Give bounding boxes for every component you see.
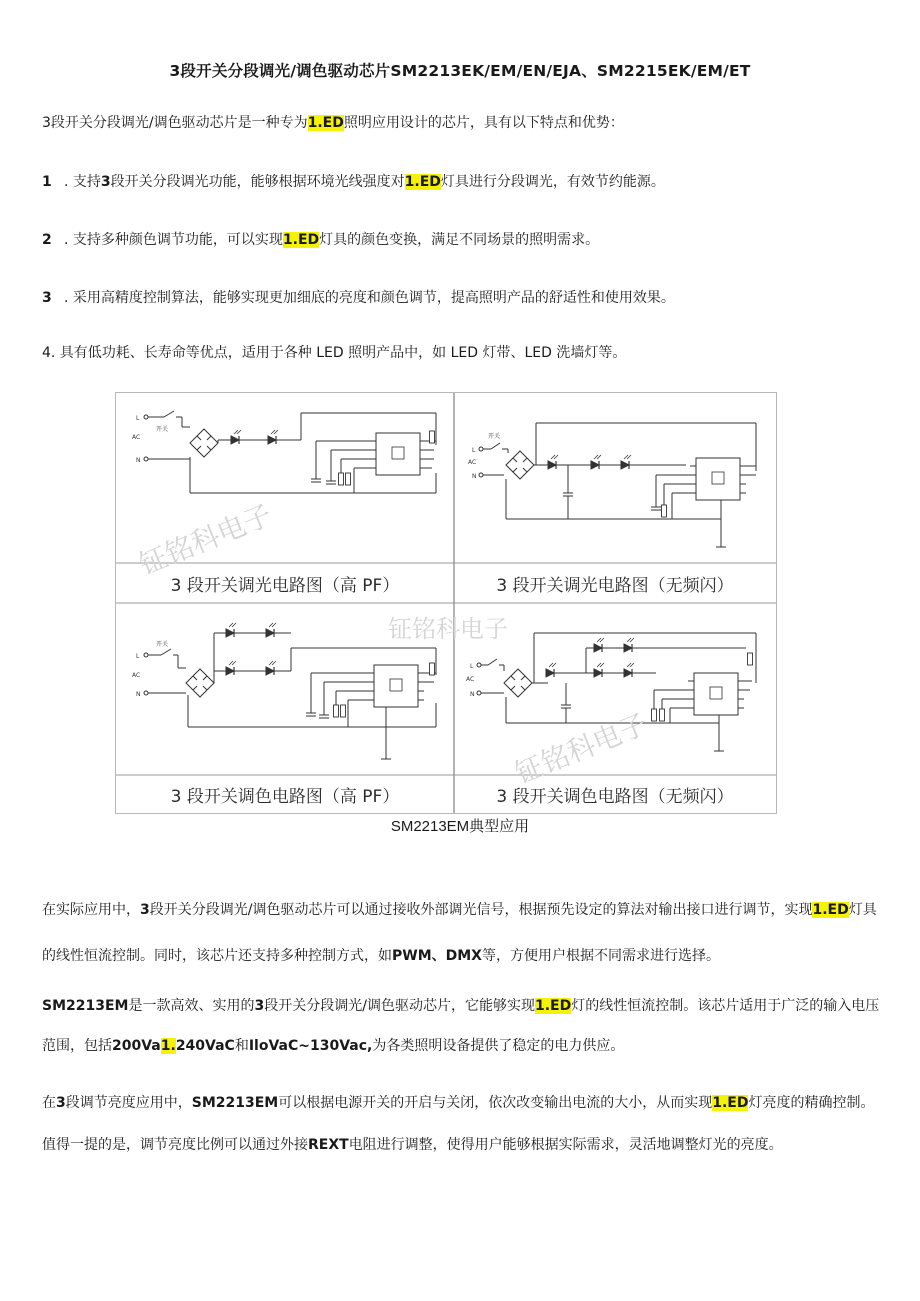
para-text-bold: 240VaC <box>175 1038 235 1054</box>
para-text: 灯具的线性恒流控制。同时，该芯片还支持多种控制方式，如 <box>42 902 877 964</box>
list-text: 灯具的颜色变换，满足不同场景的照明需求。 <box>319 232 600 248</box>
para-text: 在 <box>42 1095 56 1111</box>
highlight-led: 1.ED <box>307 115 344 131</box>
circuit-panel-3 <box>144 623 436 759</box>
circuit-diagrams <box>116 393 776 813</box>
label-l: L <box>136 415 140 422</box>
list-text: 4. 具有低功耗、长寿命等优点，适用于各种 LED 照明产品中，如 LED 灯带、LED 洗墙灯等。 <box>42 345 627 361</box>
figure-caption: SM2213EM典型应用 <box>390 818 530 835</box>
highlight-led: 1.ED <box>282 232 320 248</box>
label-l-3: L <box>136 653 140 660</box>
intro-text-post: 照明应用设计的芯片，具有以下特点和优势： <box>343 115 624 131</box>
label-n-4: N <box>470 691 475 698</box>
circuit-panel-2 <box>479 423 756 547</box>
highlight-led: 1.ED <box>812 902 849 918</box>
para-text: 是一款高效、实用的 <box>128 998 255 1014</box>
label-switch-3: 开关 <box>156 641 169 648</box>
list-item-3 <box>42 287 880 310</box>
list-number: 3 <box>42 290 52 306</box>
para-text-bold: REXT <box>308 1137 349 1153</box>
list-item-1 <box>42 171 880 194</box>
list-item-2 <box>42 229 880 252</box>
label-n-3: N <box>136 691 141 698</box>
panel-caption-4: 3 段开关调色电路图（无频闪） <box>496 787 734 807</box>
panel-caption-1: 3 段开关调光电路图（高 PF） <box>170 576 400 596</box>
circuit-panel-1 <box>144 411 436 493</box>
watermark: 钲铭科电子 <box>510 707 653 791</box>
list-item-4 <box>42 342 880 365</box>
label-ac-4: AC <box>466 676 475 683</box>
highlight-led: 1.ED <box>534 998 572 1014</box>
label-switch-2: 开关 <box>488 433 501 440</box>
list-text: . 支持 <box>64 174 101 190</box>
para-text: 和 <box>234 1038 249 1054</box>
para-text: 在实际应用中， <box>42 902 140 918</box>
para-text-bold: SM2213EM <box>42 998 129 1014</box>
highlight: 1. <box>160 1038 176 1054</box>
circuit-figure <box>115 392 777 814</box>
paragraph-1 <box>42 887 880 979</box>
list-number: 1 <box>42 174 52 190</box>
paragraph-2 <box>42 986 880 1066</box>
panel-caption-2: 3 段开关调光电路图（无频闪） <box>496 576 734 596</box>
list-text: . 采用高精度控制算法，能够实现更加细底的亮度和颜色调节，提高照明产品的舒适性和使用效果。 <box>64 290 675 306</box>
highlight-led: 1.ED <box>404 174 441 190</box>
para-text: 灯亮度的精确控制。值得一提的是，调节亮度比例可以通过外接 <box>42 1095 875 1153</box>
para-text-bold: 200Va <box>112 1038 161 1054</box>
label-n-2: N <box>472 473 477 480</box>
highlight-led: 1.ED <box>712 1095 749 1111</box>
label-switch: 开关 <box>156 426 169 433</box>
paragraph-3 <box>42 1082 880 1166</box>
para-text-bold: SM2213EM <box>191 1095 279 1111</box>
list-text: 段开关分段调光功能，能够根据环境光线强度对 <box>110 174 405 190</box>
label-l-4: L <box>470 663 474 670</box>
watermark: 钲铭科电子 <box>388 615 508 643</box>
intro-paragraph <box>42 112 880 135</box>
list-text: 灯具进行分段调光，有效节约能源。 <box>440 174 665 190</box>
label-l-2: L <box>472 447 476 454</box>
watermark: 钲铭科电子 <box>134 498 277 582</box>
para-text: 段调节亮度应用中， <box>65 1095 192 1111</box>
list-number: 2 <box>42 232 52 248</box>
label-ac: AC <box>132 434 141 441</box>
list-text-bold: 3 <box>100 174 111 190</box>
para-text-bold: 3 <box>56 1095 66 1111</box>
para-text-bold: 3 <box>254 998 265 1014</box>
para-text: 为各类照明设备提供了稳定的电力供应。 <box>372 1038 625 1054</box>
para-text-bold: PWM、DMX <box>392 948 482 964</box>
panel-caption-3: 3 段开关调色电路图（高 PF） <box>170 787 400 807</box>
para-text: 等，方便用户根据不同需求进行选择。 <box>481 948 720 964</box>
label-ac-2: AC <box>468 459 477 466</box>
para-text: 段开关分段调光/调色驱动芯片，它能够实现 <box>264 998 535 1014</box>
para-text-bold: 3 <box>140 902 150 918</box>
label-n: N <box>136 457 141 464</box>
label-ac-3: AC <box>132 672 141 679</box>
list-text: . 支持多种颜色调节功能，可以实现 <box>64 232 283 248</box>
intro-text-pre: 3段开关分段调光/调色驱动芯片是一种专为 <box>42 115 308 131</box>
para-text: 灯的线性恒流控制。该芯片适用于广泛的输入电压范围，包括 <box>42 998 880 1054</box>
page-title: 3段开关分段调光/调色驱动芯片SM2213EK/EM/EN/EJA、SM2215EK/EM/ET <box>169 62 751 80</box>
para-text: 段开关分段调光/调色驱动芯片可以通过接收外部调光信号，根据预先设定的算法对输出接口进行调节，实现 <box>149 902 813 918</box>
para-text: 电阻进行调整，使得用户能够根据实际需求，灵活地调整灯光的亮度。 <box>348 1137 783 1153</box>
para-text-bold: IloVaC~130Vac, <box>248 1038 373 1054</box>
para-text: 可以根据电源开关的开启与关闭，依次改变输出电流的大小，从而实现 <box>278 1095 713 1111</box>
